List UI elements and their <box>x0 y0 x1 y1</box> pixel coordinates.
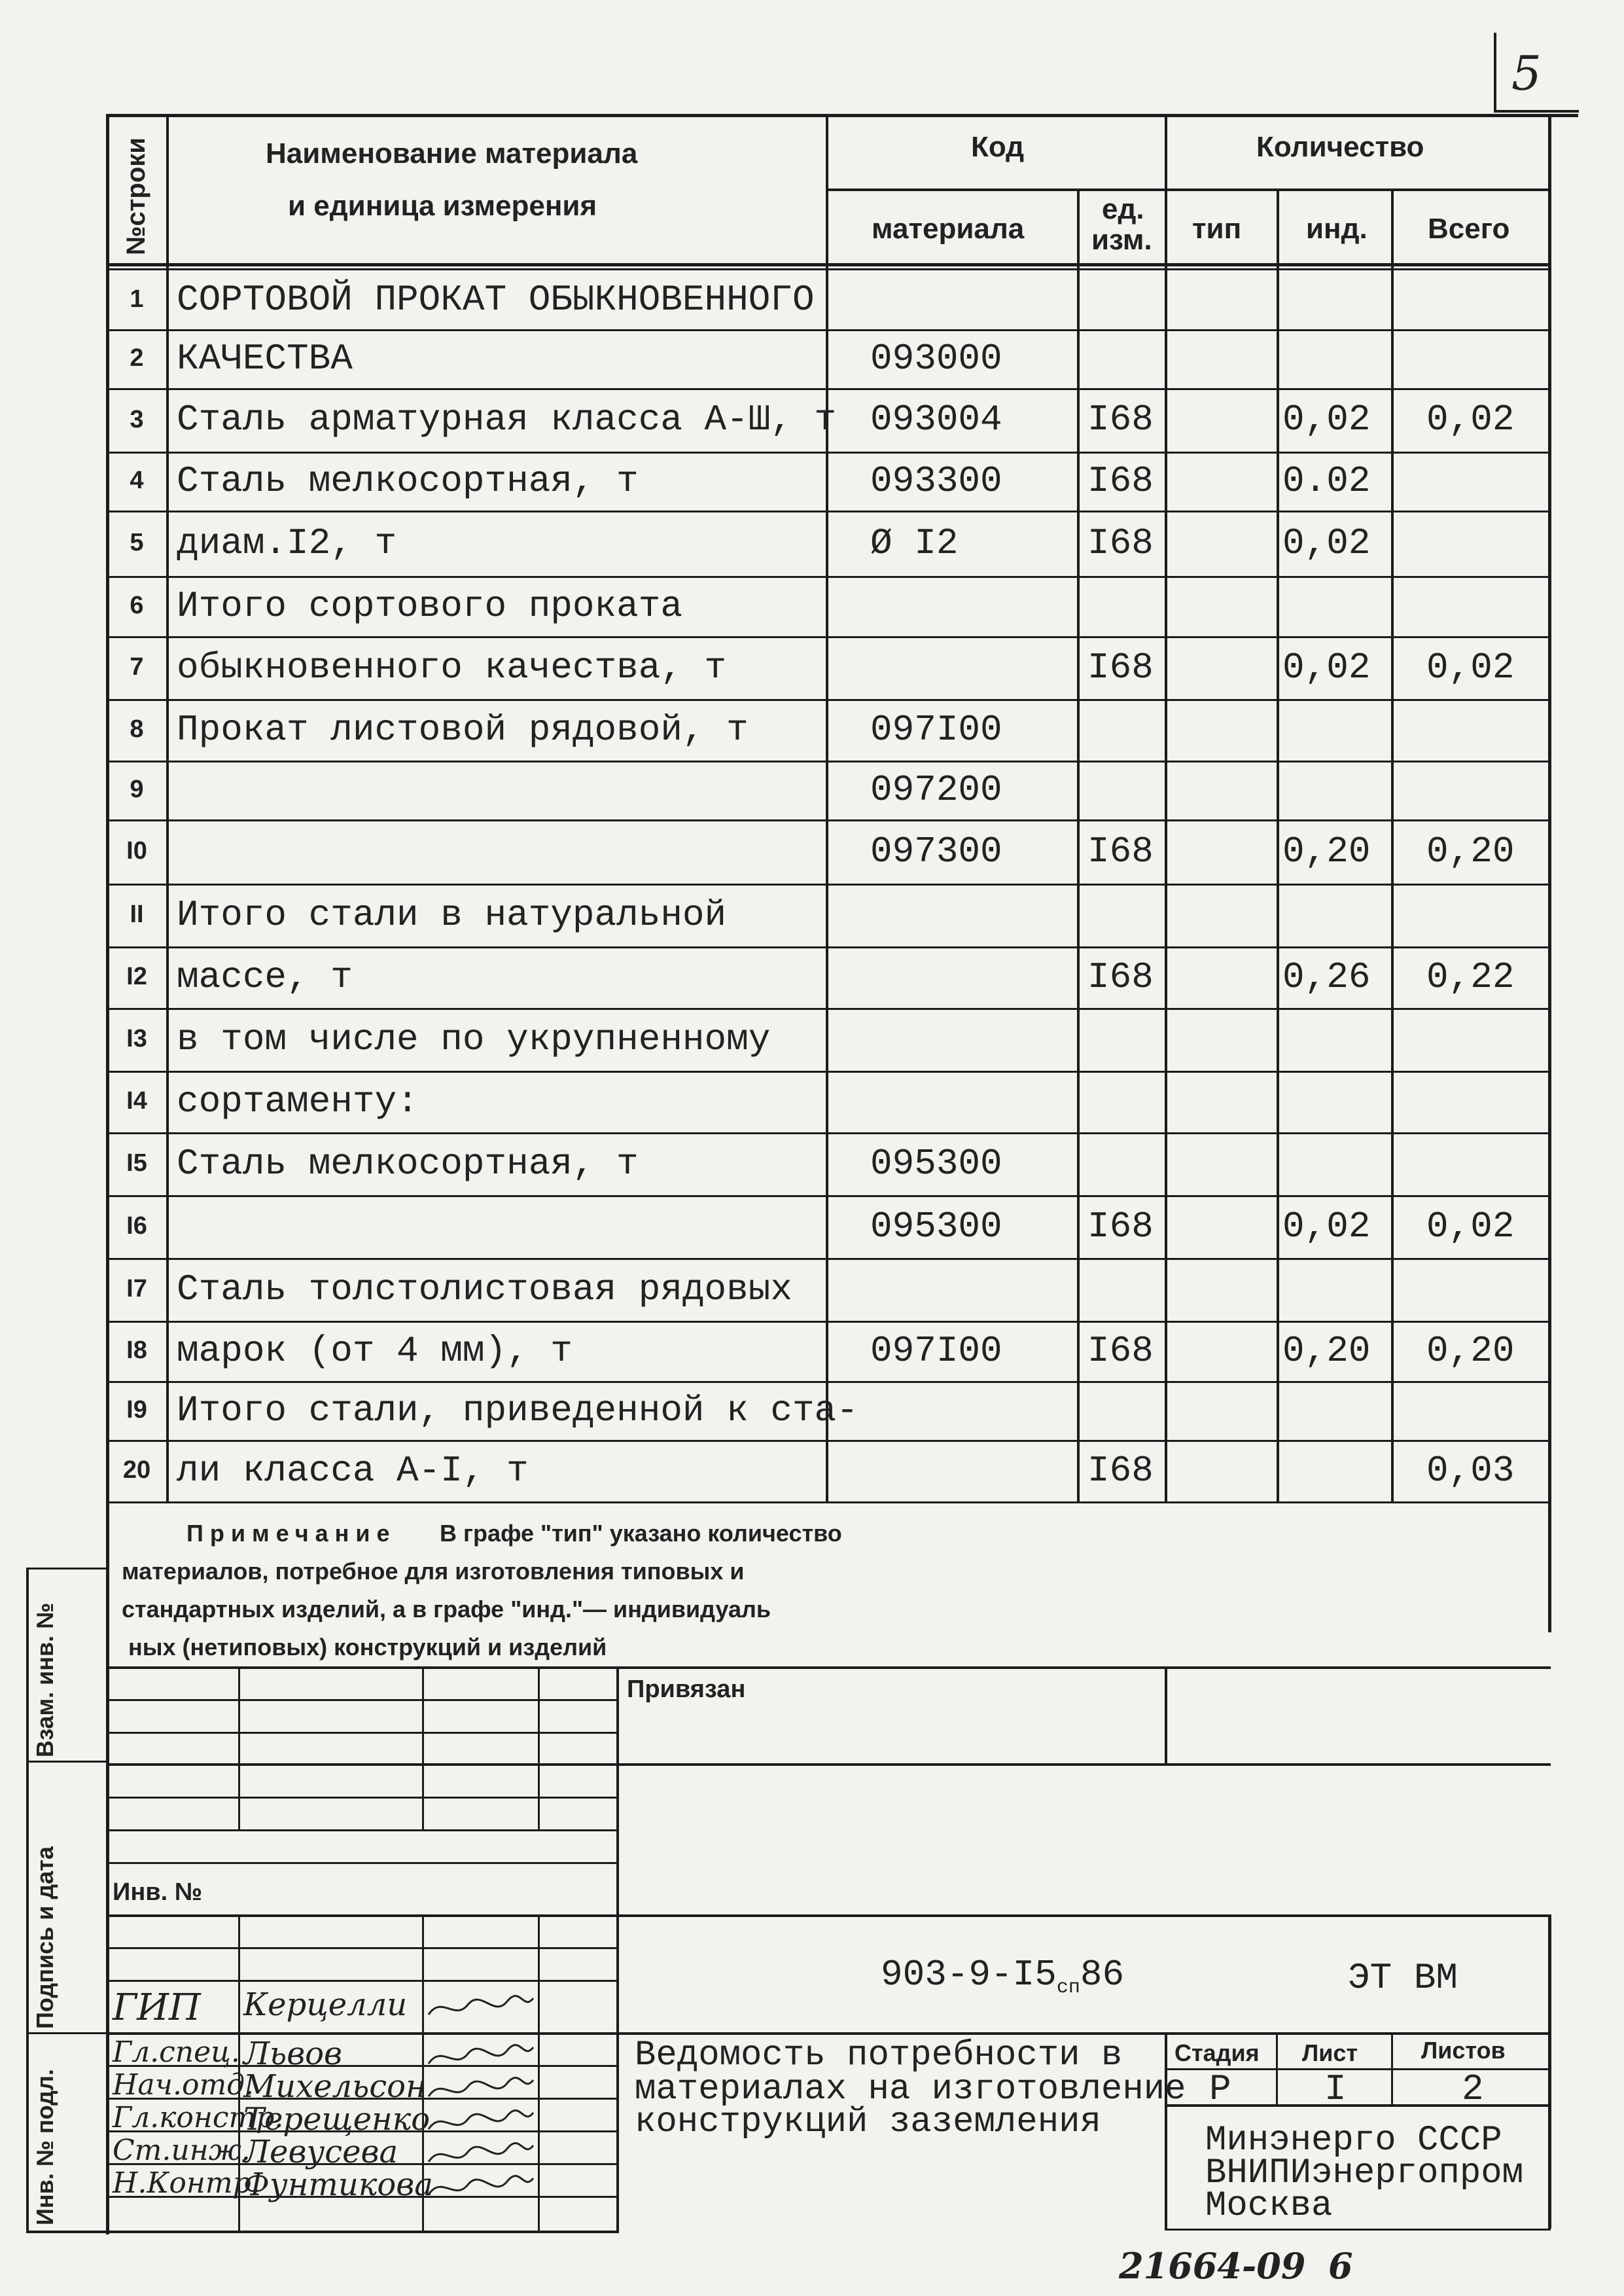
sheet-label: Лист <box>1302 2039 1358 2066</box>
cell-code: 095300 <box>870 1205 1002 1247</box>
cell-ind: 0,26 <box>1282 956 1371 998</box>
stage-value: Р <box>1209 2068 1231 2110</box>
cell-ind: 0,02 <box>1282 1205 1371 1247</box>
cell-ind: 0,02 <box>1282 646 1371 689</box>
cell-total: 0,22 <box>1426 956 1515 998</box>
cell-name: Сталь мелкосортная, т <box>177 1142 639 1185</box>
note-lead: Примечание <box>186 1520 397 1547</box>
cell-name: Итого стали в натуральной <box>177 893 727 936</box>
cell-row-number: 4 <box>130 467 144 495</box>
cell-row-number: I4 <box>126 1087 147 1115</box>
stage-label: Стадия <box>1174 2039 1260 2066</box>
sheet-value: I <box>1324 2068 1347 2110</box>
cell-row-number: 6 <box>130 592 144 620</box>
cell-row-number: I7 <box>126 1275 147 1303</box>
header-unit-line1: ед. <box>1102 193 1144 225</box>
cell-name: Сталь толстолистовая рядовых <box>177 1268 792 1310</box>
cell-code: 093300 <box>870 459 1002 502</box>
cell-total: 0,02 <box>1426 1205 1515 1247</box>
cell-total: 0,20 <box>1426 1329 1515 1372</box>
cell-name: обыкновенного качества, т <box>177 646 727 689</box>
org-line1: Минэнерго СССР <box>1205 2121 1502 2161</box>
cell-ind: 0,20 <box>1282 1329 1371 1372</box>
cell-row-number: I5 <box>126 1149 147 1177</box>
signature-mark <box>425 2073 537 2106</box>
document-mark: ЭТ ВМ <box>1348 1957 1458 1999</box>
cell-code: 093000 <box>870 337 1002 380</box>
header-quantity: Количество <box>1256 131 1424 163</box>
signature-mark <box>425 2106 537 2139</box>
cell-name: СОРТОВОЙ ПРОКАТ ОБЫКНОВЕННОГО <box>177 278 815 321</box>
cell-total: 0,03 <box>1426 1449 1515 1492</box>
document-code <box>881 1954 1124 1999</box>
signature-mark <box>425 2139 537 2172</box>
signature-mark <box>425 1992 537 2024</box>
footer-number: 21664-09 <box>1119 2245 1306 2287</box>
cell-name: Итого сортового проката <box>177 584 682 627</box>
cell-row-number: 5 <box>130 529 144 557</box>
signature-mark <box>425 2041 537 2073</box>
cell-name: КАЧЕСТВА <box>177 337 353 380</box>
signer-name: Фунтикова <box>243 2166 433 2203</box>
privyazan-label: Привязан <box>627 1676 746 1703</box>
cell-code: 097200 <box>870 768 1002 811</box>
cell-ind: 0.02 <box>1282 459 1371 502</box>
header-code: Код <box>971 131 1025 163</box>
cell-unit: I68 <box>1087 1449 1154 1492</box>
cell-name: массе, т <box>177 956 353 998</box>
header-material: материала <box>872 213 1025 245</box>
cell-code: 097I00 <box>870 708 1002 751</box>
org-line2: ВНИПИэнергопром <box>1205 2153 1524 2193</box>
cell-code: 095300 <box>870 1142 1002 1185</box>
cell-row-number: 3 <box>130 405 144 433</box>
signer-name: Михельсон <box>243 2068 427 2105</box>
cell-ind: 0,02 <box>1282 522 1371 564</box>
cell-row-number: I2 <box>126 963 147 991</box>
title-line2: материалах на изготовление <box>635 2070 1186 2109</box>
cell-row-number: 7 <box>130 653 144 681</box>
cell-name: ли класса А-I, т <box>177 1449 529 1492</box>
cell-row-number: I6 <box>126 1212 147 1240</box>
header-name-line1: Наименование материала <box>266 137 638 170</box>
page-number: 5 <box>1511 46 1542 101</box>
cell-name: Итого стали, приведенной к ста- <box>177 1389 858 1431</box>
cell-name: Прокат листовой рядовой, т <box>177 708 749 751</box>
inv-podl-label: Инв. № подл. <box>31 2069 58 2225</box>
cell-ind: 0,02 <box>1282 399 1371 441</box>
doc-code-main: 903-9-I5 <box>881 1954 1057 1996</box>
cell-code: Ø I2 <box>870 522 959 564</box>
doc-code-sub: сп <box>1056 1977 1080 1999</box>
cell-name: сортаменту: <box>177 1080 419 1122</box>
cell-unit: I68 <box>1087 956 1154 998</box>
cell-total: 0,02 <box>1426 399 1515 441</box>
note-line1: В графе "тип" указано количество <box>440 1520 842 1547</box>
header-typ: тип <box>1192 213 1242 245</box>
cell-total: 0,20 <box>1426 830 1515 872</box>
cell-row-number: II <box>130 901 144 929</box>
cell-name: Сталь мелкосортная, т <box>177 459 639 502</box>
cell-unit: I68 <box>1087 1205 1154 1247</box>
note-line4: ных (нетиповых) конструкций и изделий <box>128 1634 607 1660</box>
cell-row-number: 20 <box>122 1456 151 1484</box>
doc-code-year: 86 <box>1080 1954 1125 1996</box>
cell-row-number: 2 <box>130 344 144 372</box>
signer-name: Терещенко <box>243 2101 431 2138</box>
footer-page: 6 <box>1328 2245 1353 2287</box>
inv-no-label: Инв. № <box>113 1878 203 1906</box>
title-line1: Ведомость потребности в <box>635 2036 1123 2075</box>
cell-unit: I68 <box>1087 646 1154 689</box>
cell-row-number: 9 <box>130 776 144 804</box>
sheets-label: Листов <box>1421 2037 1506 2064</box>
signer-role: Гл.констр. <box>113 2101 284 2134</box>
signer-role: Ст.инж. <box>113 2134 251 2167</box>
cell-row-number: 8 <box>130 715 144 744</box>
signer-name: Керцелли <box>243 1986 408 2023</box>
note-line2: материалов, потребное для изготовления типовых и <box>122 1558 745 1585</box>
cell-row-number: I9 <box>126 1396 147 1424</box>
note-line3: стандартных изделий, а в графе "инд."— индивидуаль <box>122 1596 771 1623</box>
header-ind: инд. <box>1306 213 1368 245</box>
signer-role: Н.Контр. <box>113 2166 260 2200</box>
cell-code: 097I00 <box>870 1329 1002 1372</box>
cell-code: 093004 <box>870 399 1002 441</box>
cell-unit: I68 <box>1087 830 1154 872</box>
cell-row-number: I8 <box>126 1336 147 1365</box>
cell-code: 097300 <box>870 830 1002 872</box>
cell-unit: I68 <box>1087 1329 1154 1372</box>
header-total: Всего <box>1428 213 1510 245</box>
cell-row-number: I3 <box>126 1025 147 1053</box>
cell-row-number: I0 <box>126 837 147 865</box>
header-name-line2: и единица измерения <box>288 190 597 222</box>
vzam-inv-label: Взам. инв. № <box>31 1602 58 1757</box>
signer-name: Левусева <box>243 2134 398 2170</box>
cell-unit: I68 <box>1087 399 1154 441</box>
cell-name: диам.I2, т <box>177 522 397 564</box>
title-line3: конструкций заземления <box>635 2102 1101 2142</box>
cell-unit: I68 <box>1087 522 1154 564</box>
podpis-data-label: Подпись и дата <box>31 1846 58 2029</box>
signer-role: Нач.отд. <box>113 2068 255 2102</box>
signer-role: ГИП <box>113 1986 201 2029</box>
header-row-number: №строки <box>122 137 150 255</box>
signature-mark <box>425 2172 537 2204</box>
cell-unit: I68 <box>1087 459 1154 502</box>
cell-row-number: 1 <box>130 285 144 314</box>
cell-total: 0,02 <box>1426 646 1515 689</box>
cell-name: марок (от 4 мм), т <box>177 1329 573 1372</box>
signer-name: Львов <box>243 2036 342 2072</box>
cell-name: Сталь арматурная класса А-Ш, т <box>177 399 837 441</box>
org-line3: Москва <box>1205 2186 1333 2226</box>
cell-name: в том числе по укрупненному <box>177 1018 771 1060</box>
signer-role: Гл.спец. <box>113 2036 240 2069</box>
sheets-value: 2 <box>1462 2068 1484 2110</box>
cell-ind: 0,20 <box>1282 830 1371 872</box>
header-unit-line2: изм. <box>1091 224 1152 256</box>
